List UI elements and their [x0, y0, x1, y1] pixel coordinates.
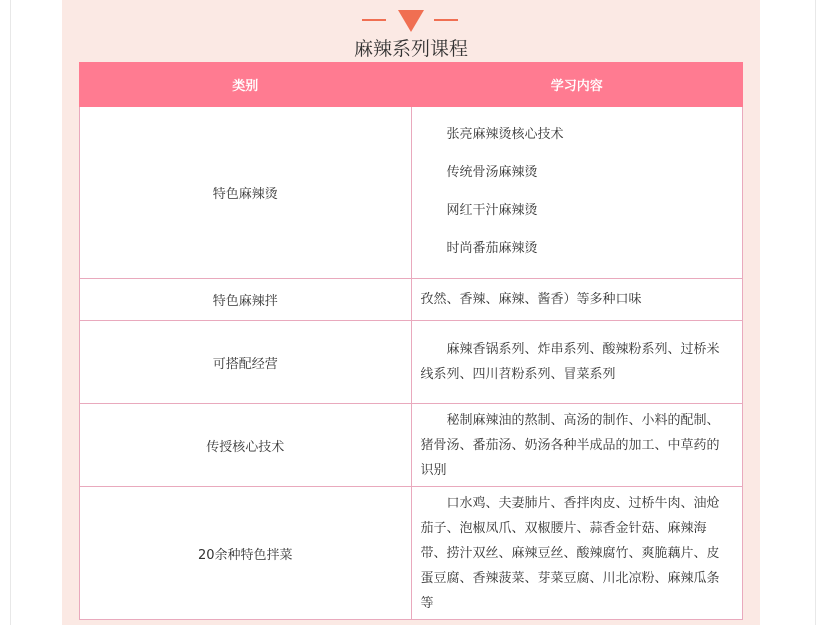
row-category: 特色麻辣烫 — [80, 107, 412, 279]
row-category: 传授核心技术 — [80, 404, 412, 487]
content-text: 口水鸡、夫妻肺片、香拌肉皮、过桥牛肉、油炝茄子、泡椒凤爪、双椒腰片、蒜香金针菇、麻辣海带、捞汁双丝、麻辣豆丝、酸辣腐竹、爽脆藕片、皮蛋豆腐、香辣菠菜、芽菜豆腐、川北凉粉、麻辣瓜条等 — [420, 495, 720, 611]
table-row — [80, 279, 743, 321]
course-table — [79, 62, 743, 620]
row-content — [411, 321, 743, 404]
row-category: 20余种特色拌菜 — [80, 487, 412, 620]
row-content — [411, 404, 743, 487]
list-item: 网红干汁麻辣烫 — [446, 202, 538, 218]
content-list — [421, 112, 733, 274]
page-frame-right — [815, 0, 816, 625]
row-content — [411, 487, 743, 620]
table-row — [80, 321, 743, 404]
table-row — [80, 107, 743, 279]
row-content — [411, 107, 743, 279]
row-category: 特色麻辣拌 — [80, 279, 412, 321]
table-row — [80, 487, 743, 620]
content-text: 麻辣香锅系列、炸串系列、酸辣粉系列、过桥米线系列、四川苕粉系列、冒菜系列 — [420, 342, 720, 382]
decoration-line-left — [362, 19, 386, 21]
header-content: 学习内容 — [411, 63, 743, 107]
section-title: 麻辣系列课程 — [353, 38, 468, 60]
content-text: 秘制麻辣油的熬制、高汤的制作、小料的配制、猪骨汤、番茄汤、奶汤各种半成品的加工、中草药的识别 — [420, 412, 720, 478]
row-content — [411, 279, 743, 321]
list-item: 时尚番茄麻辣烫 — [446, 240, 538, 256]
page-frame-left — [10, 0, 11, 625]
row-category: 可搭配经营 — [80, 321, 412, 404]
content-text: 孜然、香辣、麻辣、酱香）等多种口味 — [420, 292, 642, 307]
section-decoration — [362, 9, 462, 33]
table-header-row — [80, 63, 743, 107]
header-category: 类别 — [80, 63, 412, 107]
decoration-line-right — [434, 19, 458, 21]
list-item: 传统骨汤麻辣烫 — [446, 164, 538, 180]
table-row — [80, 404, 743, 487]
triangle-down-icon — [398, 10, 424, 32]
list-item: 张亮麻辣烫核心技术 — [446, 126, 564, 142]
